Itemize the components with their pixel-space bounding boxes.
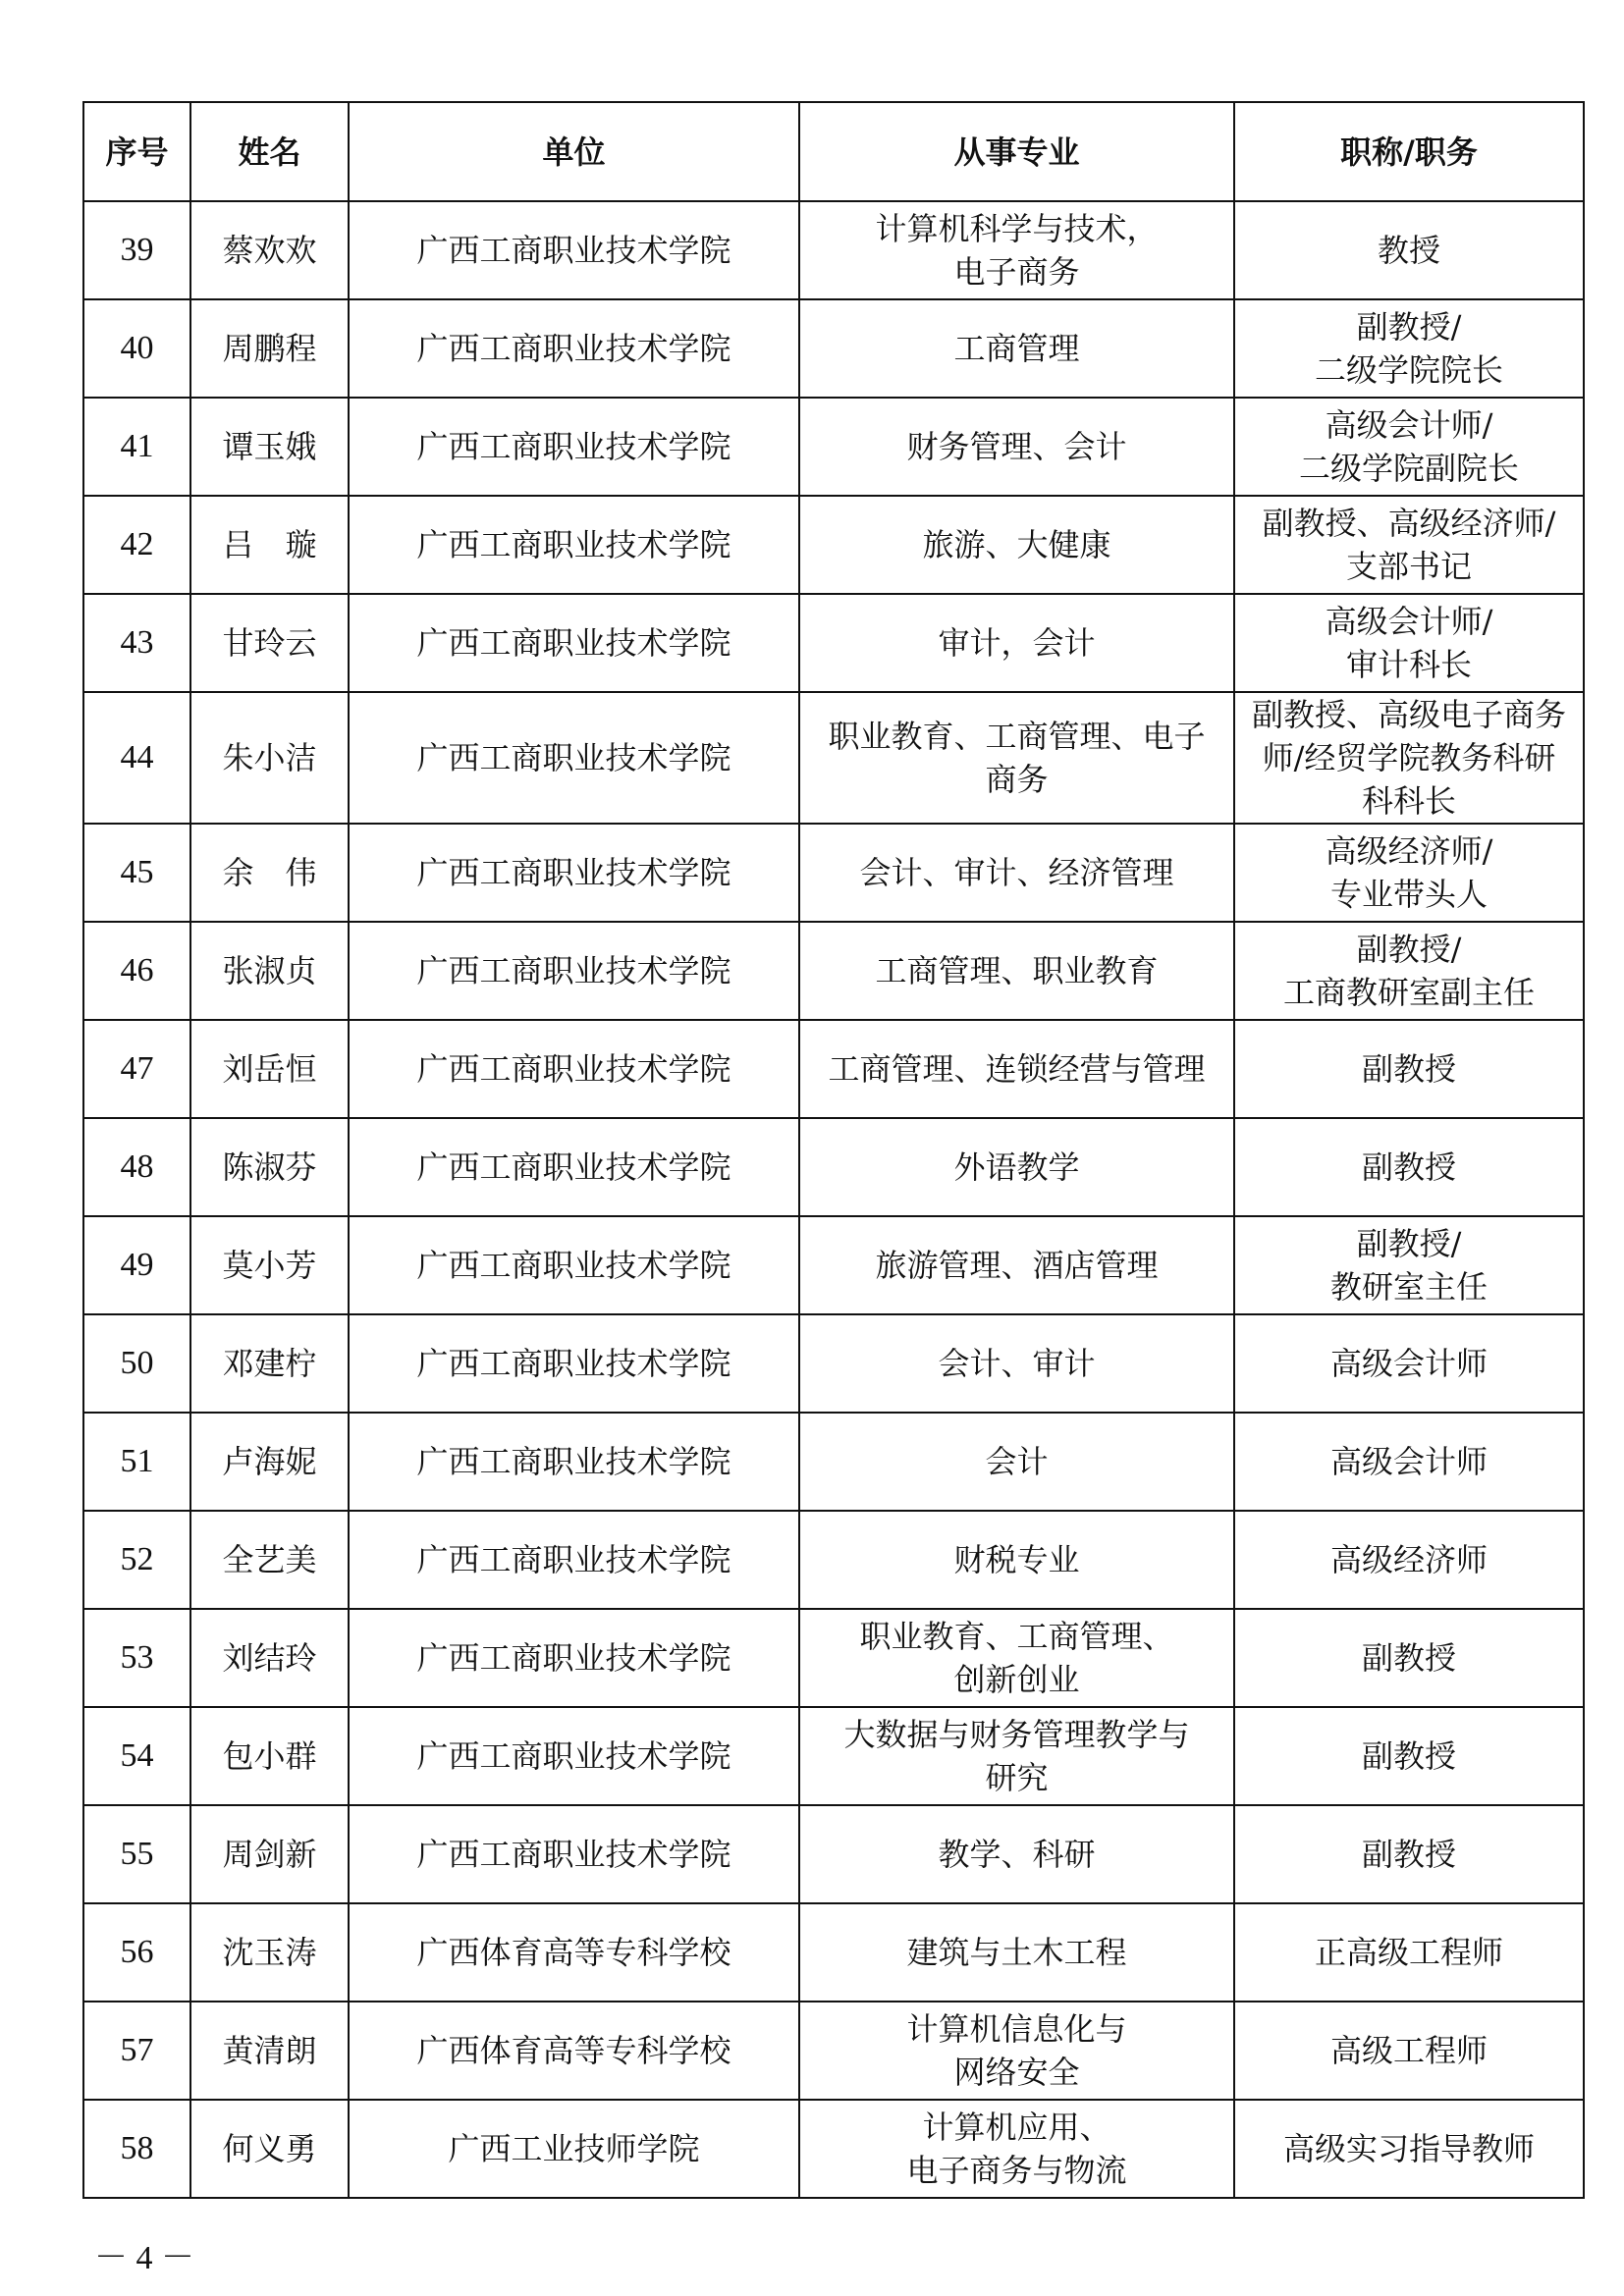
row-number: 44	[83, 692, 190, 824]
unit-name: 广西体育高等专科学校	[349, 1903, 799, 2002]
row-number: 57	[83, 2002, 190, 2100]
major-field: 职业教育、工商管理、 创新创业	[799, 1609, 1234, 1707]
row-number: 53	[83, 1609, 190, 1707]
row-number: 58	[83, 2100, 190, 2198]
person-name: 刘结玲	[190, 1609, 349, 1707]
major-field: 外语教学	[799, 1118, 1234, 1216]
major-field: 计算机科学与技术， 电子商务	[799, 201, 1234, 299]
major-field: 旅游、大健康	[799, 496, 1234, 594]
job-title: 副教授	[1234, 1707, 1584, 1805]
table-row	[83, 1020, 1584, 1118]
major-field: 财税专业	[799, 1511, 1234, 1609]
row-number: 51	[83, 1413, 190, 1511]
table-row	[83, 824, 1584, 922]
person-name: 吕 璇	[190, 496, 349, 594]
major-field: 工商管理	[799, 299, 1234, 398]
unit-name: 广西工商职业技术学院	[349, 1511, 799, 1609]
row-number: 52	[83, 1511, 190, 1609]
job-title: 高级会计师	[1234, 1413, 1584, 1511]
person-name: 周剑新	[190, 1805, 349, 1903]
major-field: 旅游管理、酒店管理	[799, 1216, 1234, 1314]
row-number: 50	[83, 1314, 190, 1413]
table-row	[83, 1805, 1584, 1903]
row-number: 40	[83, 299, 190, 398]
major-field: 计算机应用、 电子商务与物流	[799, 2100, 1234, 2198]
table-row	[83, 1413, 1584, 1511]
unit-name: 广西工商职业技术学院	[349, 594, 799, 692]
person-name: 蔡欢欢	[190, 201, 349, 299]
table-row	[83, 2002, 1584, 2100]
table-row	[83, 1216, 1584, 1314]
header-title: 职称/职务	[1234, 102, 1584, 201]
row-number: 54	[83, 1707, 190, 1805]
person-name: 余 伟	[190, 824, 349, 922]
unit-name: 广西工商职业技术学院	[349, 1216, 799, 1314]
unit-name: 广西工业技师学院	[349, 2100, 799, 2198]
major-field: 建筑与土木工程	[799, 1903, 1234, 2002]
header-major: 从事专业	[799, 102, 1234, 201]
table-row	[83, 692, 1584, 824]
unit-name: 广西工商职业技术学院	[349, 824, 799, 922]
person-name: 包小群	[190, 1707, 349, 1805]
table-row	[83, 2100, 1584, 2198]
job-title: 高级经济师	[1234, 1511, 1584, 1609]
row-number: 39	[83, 201, 190, 299]
unit-name: 广西工商职业技术学院	[349, 299, 799, 398]
row-number: 46	[83, 922, 190, 1020]
unit-name: 广西工商职业技术学院	[349, 692, 799, 824]
job-title: 副教授/ 工商教研室副主任	[1234, 922, 1584, 1020]
row-number: 45	[83, 824, 190, 922]
major-field: 大数据与财务管理教学与 研究	[799, 1707, 1234, 1805]
unit-name: 广西工商职业技术学院	[349, 496, 799, 594]
table-row	[83, 201, 1584, 299]
job-title: 高级工程师	[1234, 2002, 1584, 2100]
person-name: 陈淑芬	[190, 1118, 349, 1216]
major-field: 会计、审计、经济管理	[799, 824, 1234, 922]
job-title: 副教授、高级电子商务 师/经贸学院教务科研 科科长	[1234, 692, 1584, 824]
major-field: 计算机信息化与 网络安全	[799, 2002, 1234, 2100]
table-row	[83, 496, 1584, 594]
person-name: 邓建柠	[190, 1314, 349, 1413]
job-title: 高级经济师/ 专业带头人	[1234, 824, 1584, 922]
job-title: 副教授	[1234, 1609, 1584, 1707]
row-number: 42	[83, 496, 190, 594]
table-row	[83, 1511, 1584, 1609]
person-name: 张淑贞	[190, 922, 349, 1020]
job-title: 副教授	[1234, 1805, 1584, 1903]
job-title: 高级会计师	[1234, 1314, 1584, 1413]
row-number: 49	[83, 1216, 190, 1314]
row-number: 47	[83, 1020, 190, 1118]
unit-name: 广西工商职业技术学院	[349, 1609, 799, 1707]
unit-name: 广西工商职业技术学院	[349, 1707, 799, 1805]
unit-name: 广西工商职业技术学院	[349, 1314, 799, 1413]
row-number: 48	[83, 1118, 190, 1216]
person-name: 黄清朗	[190, 2002, 349, 2100]
major-field: 会计、审计	[799, 1314, 1234, 1413]
job-title: 副教授、高级经济师/ 支部书记	[1234, 496, 1584, 594]
job-title: 高级会计师/ 审计科长	[1234, 594, 1584, 692]
person-name: 刘岳恒	[190, 1020, 349, 1118]
unit-name: 广西工商职业技术学院	[349, 1118, 799, 1216]
person-name: 朱小洁	[190, 692, 349, 824]
major-field: 会计	[799, 1413, 1234, 1511]
person-name: 莫小芳	[190, 1216, 349, 1314]
row-number: 41	[83, 398, 190, 496]
job-title: 副教授	[1234, 1118, 1584, 1216]
roster-table	[82, 101, 1585, 2199]
major-field: 工商管理、连锁经营与管理	[799, 1020, 1234, 1118]
person-name: 谭玉娥	[190, 398, 349, 496]
person-name: 沈玉涛	[190, 1903, 349, 2002]
unit-name: 广西工商职业技术学院	[349, 1020, 799, 1118]
row-number: 43	[83, 594, 190, 692]
table-row	[83, 1314, 1584, 1413]
row-number: 56	[83, 1903, 190, 2002]
unit-name: 广西工商职业技术学院	[349, 1413, 799, 1511]
person-name: 全艺美	[190, 1511, 349, 1609]
table-row	[83, 922, 1584, 1020]
major-field: 职业教育、工商管理、电子 商务	[799, 692, 1234, 824]
header-name: 姓名	[190, 102, 349, 201]
header-no: 序号	[83, 102, 190, 201]
unit-name: 广西工商职业技术学院	[349, 398, 799, 496]
major-field: 教学、科研	[799, 1805, 1234, 1903]
job-title: 正高级工程师	[1234, 1903, 1584, 2002]
person-name: 甘玲云	[190, 594, 349, 692]
row-number: 55	[83, 1805, 190, 1903]
unit-name: 广西工商职业技术学院	[349, 201, 799, 299]
table-row	[83, 398, 1584, 496]
major-field: 财务管理、会计	[799, 398, 1234, 496]
unit-name: 广西体育高等专科学校	[349, 2002, 799, 2100]
major-field: 工商管理、职业教育	[799, 922, 1234, 1020]
table-row	[83, 594, 1584, 692]
job-title: 副教授/ 二级学院院长	[1234, 299, 1584, 398]
person-name: 何义勇	[190, 2100, 349, 2198]
job-title: 高级实习指导教师	[1234, 2100, 1584, 2198]
table-row	[83, 299, 1584, 398]
person-name: 周鹏程	[190, 299, 349, 398]
person-name: 卢海妮	[190, 1413, 349, 1511]
major-field: 审计，会计	[799, 594, 1234, 692]
table-row	[83, 1707, 1584, 1805]
job-title: 副教授	[1234, 1020, 1584, 1118]
header-unit: 单位	[349, 102, 799, 201]
unit-name: 广西工商职业技术学院	[349, 922, 799, 1020]
job-title: 高级会计师/ 二级学院副院长	[1234, 398, 1584, 496]
page-number: － 4 －	[94, 2240, 194, 2276]
header-row	[83, 102, 1584, 201]
unit-name: 广西工商职业技术学院	[349, 1805, 799, 1903]
job-title: 副教授/ 教研室主任	[1234, 1216, 1584, 1314]
table-row	[83, 1609, 1584, 1707]
job-title: 教授	[1234, 201, 1584, 299]
table-row	[83, 1903, 1584, 2002]
table-row	[83, 1118, 1584, 1216]
